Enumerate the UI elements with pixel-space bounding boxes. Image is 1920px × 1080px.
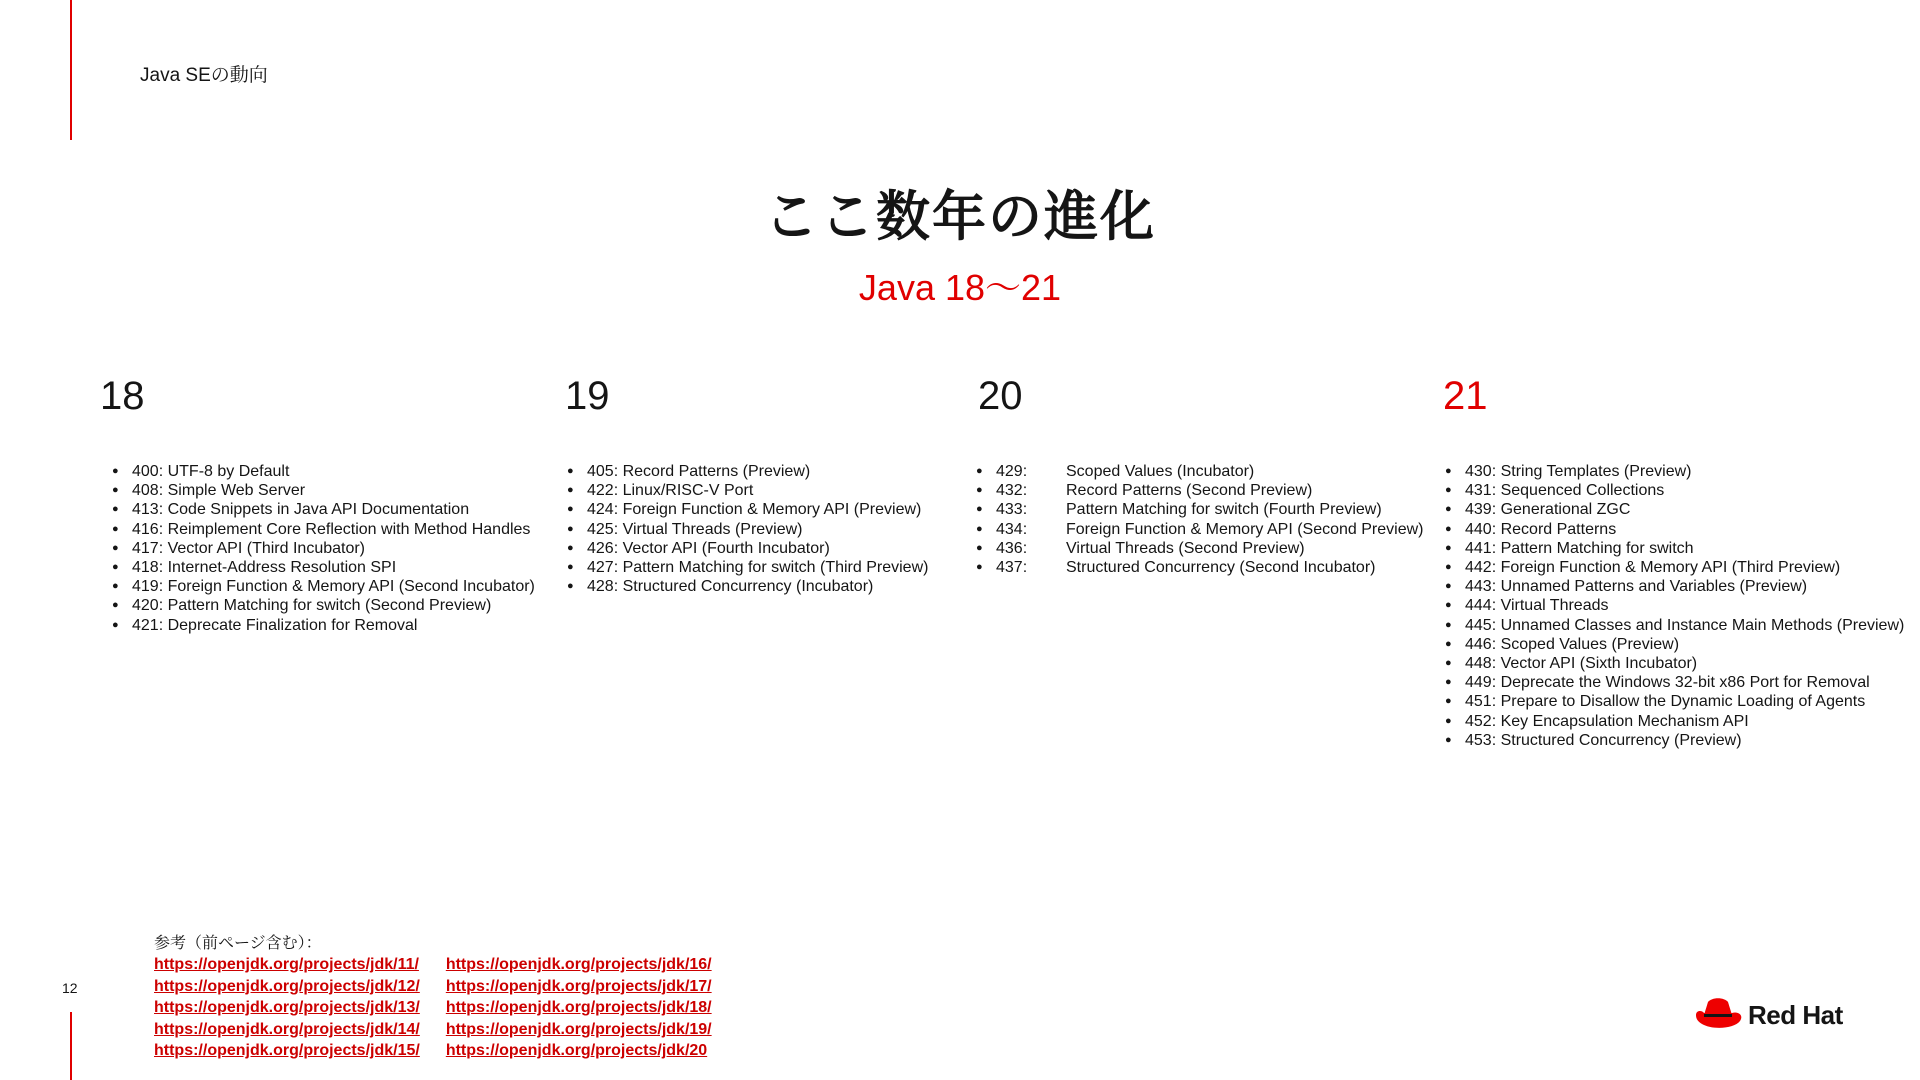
list-item bbox=[964, 520, 1423, 539]
list-item: ● 452: Key Encapsulation Mechanism API bbox=[1433, 712, 1904, 731]
list-item: ● 421: Deprecate Finalization for Removal bbox=[100, 616, 535, 635]
jep-title: Structured Concurrency (Second Incubator) bbox=[1066, 559, 1376, 577]
logo-text: Red Hat bbox=[1748, 999, 1843, 1030]
reference-link[interactable]: https://openjdk.org/projects/jdk/19/ bbox=[445, 1020, 712, 1038]
page-subtitle: Java 18〜21 bbox=[858, 267, 1062, 308]
jep-number: 434: bbox=[996, 520, 1028, 538]
reference-column-2 bbox=[446, 954, 712, 1062]
list-item: ● 408: Simple Web Server bbox=[100, 481, 535, 500]
top-accent-line bbox=[70, 0, 72, 140]
jep-list bbox=[100, 462, 535, 635]
list-item bbox=[964, 481, 1423, 500]
red-hat-logo bbox=[1694, 996, 1843, 1034]
list-item: ● 425: Virtual Threads (Preview) bbox=[555, 520, 928, 539]
list-item: ● 419: Foreign Function & Memory API (Second Incubator) bbox=[100, 577, 535, 596]
jep-list bbox=[1433, 462, 1904, 750]
jep-list bbox=[555, 462, 928, 596]
references bbox=[154, 930, 712, 1062]
jep-number: 429: bbox=[996, 463, 1028, 480]
list-item: ● 424: Foreign Function & Memory API (Preview) bbox=[555, 500, 928, 519]
version-heading: 21 bbox=[1443, 374, 1488, 418]
jep-title: Foreign Function & Memory API (Second Preview) bbox=[1066, 520, 1424, 538]
version-heading: 18 bbox=[100, 374, 145, 418]
list-item: ● 430: String Templates (Preview) bbox=[1433, 462, 1904, 481]
reference-link[interactable]: https://openjdk.org/projects/jdk/15/ bbox=[154, 1042, 420, 1060]
list-item: ● 453: Structured Concurrency (Preview) bbox=[1433, 731, 1904, 750]
version-column-19 bbox=[565, 372, 928, 596]
list-item: ● 449: Deprecate the Windows 32-bit x86 Port for Removal bbox=[1433, 673, 1904, 692]
list-item: ● 444: Virtual Threads bbox=[1433, 596, 1904, 615]
jep-number: 433: bbox=[996, 501, 1028, 519]
jep-number: 432: bbox=[996, 482, 1028, 500]
jep-title: Scoped Values (Incubator) bbox=[1066, 463, 1255, 480]
bottom-accent-line bbox=[70, 1012, 72, 1080]
list-item bbox=[964, 539, 1423, 558]
list-item: ● 440: Record Patterns bbox=[1433, 520, 1904, 539]
jep-list bbox=[964, 462, 1423, 577]
list-item: ● 428: Structured Concurrency (Incubator) bbox=[555, 577, 928, 596]
version-heading: 19 bbox=[565, 374, 610, 418]
jep-title: Virtual Threads (Second Preview) bbox=[1066, 539, 1305, 557]
list-item bbox=[964, 462, 1423, 481]
list-item: ● 400: UTF-8 by Default bbox=[100, 462, 535, 481]
jep-number: 436: bbox=[996, 539, 1028, 557]
list-item: ● 405: Record Patterns (Preview) bbox=[555, 462, 928, 481]
list-item: ● 426: Vector API (Fourth Incubator) bbox=[555, 539, 928, 558]
list-item: ● 446: Scoped Values (Preview) bbox=[1433, 635, 1904, 654]
list-item: ● 443: Unnamed Patterns and Variables (Preview) bbox=[1433, 577, 1904, 596]
version-column-20 bbox=[978, 372, 1423, 577]
list-item: ● 445: Unnamed Classes and Instance Main Methods (Preview) bbox=[1433, 616, 1904, 635]
breadcrumb: Java SEの動向 bbox=[140, 65, 268, 86]
reference-link[interactable]: https://openjdk.org/projects/jdk/12/ bbox=[154, 977, 420, 995]
list-item: ● 422: Linux/RISC-V Port bbox=[555, 481, 928, 500]
list-item: ● 420: Pattern Matching for switch (Second Preview) bbox=[100, 596, 535, 615]
reference-link[interactable]: https://openjdk.org/projects/jdk/13/ bbox=[154, 999, 420, 1017]
jep-title: Pattern Matching for switch (Fourth Preview) bbox=[1066, 501, 1382, 519]
jep-title: Record Patterns (Second Preview) bbox=[1066, 482, 1313, 500]
list-item: ● 439: Generational ZGC bbox=[1433, 500, 1904, 519]
reference-column-1 bbox=[154, 954, 420, 1062]
list-item: ● 427: Pattern Matching for switch (Third Preview) bbox=[555, 558, 928, 577]
version-column-18 bbox=[100, 372, 535, 635]
reference-link[interactable]: https://openjdk.org/projects/jdk/14/ bbox=[154, 1020, 420, 1038]
list-item bbox=[964, 558, 1423, 577]
reference-link[interactable]: https://openjdk.org/projects/jdk/11/ bbox=[154, 956, 419, 973]
list-item: ● 431: Sequenced Collections bbox=[1433, 481, 1904, 500]
list-item: ● 448: Vector API (Sixth Incubator) bbox=[1433, 654, 1904, 673]
version-column-21 bbox=[1443, 372, 1904, 750]
list-item: ● 418: Internet-Address Resolution SPI bbox=[100, 558, 535, 577]
list-item: ● 451: Prepare to Disallow the Dynamic Loading of Agents bbox=[1433, 692, 1904, 711]
list-item bbox=[964, 500, 1423, 519]
list-item: ● 441: Pattern Matching for switch bbox=[1433, 539, 1904, 558]
list-item: ● 416: Reimplement Core Reflection with Method Handles bbox=[100, 520, 535, 539]
jep-number: 437: bbox=[996, 559, 1028, 577]
reference-link[interactable]: https://openjdk.org/projects/jdk/20 bbox=[445, 1042, 708, 1060]
list-item: ● 417: Vector API (Third Incubator) bbox=[100, 539, 535, 558]
version-heading: 20 bbox=[978, 374, 1023, 418]
page-title: ここ数年の進化 bbox=[764, 187, 1156, 247]
reference-links bbox=[154, 954, 712, 1062]
list-item: ● 413: Code Snippets in Java API Documentation bbox=[100, 500, 535, 519]
list-item: ● 442: Foreign Function & Memory API (Third Preview) bbox=[1433, 558, 1904, 577]
reference-link[interactable]: https://openjdk.org/projects/jdk/17/ bbox=[445, 977, 712, 995]
reference-link[interactable]: https://openjdk.org/projects/jdk/16/ bbox=[445, 956, 712, 973]
reference-link[interactable]: https://openjdk.org/projects/jdk/18/ bbox=[445, 999, 712, 1017]
page-number: 12 bbox=[62, 980, 78, 996]
references-label: 参考（前ページ含む）： bbox=[154, 935, 322, 952]
red-hat-fedora-icon bbox=[1694, 996, 1744, 1034]
